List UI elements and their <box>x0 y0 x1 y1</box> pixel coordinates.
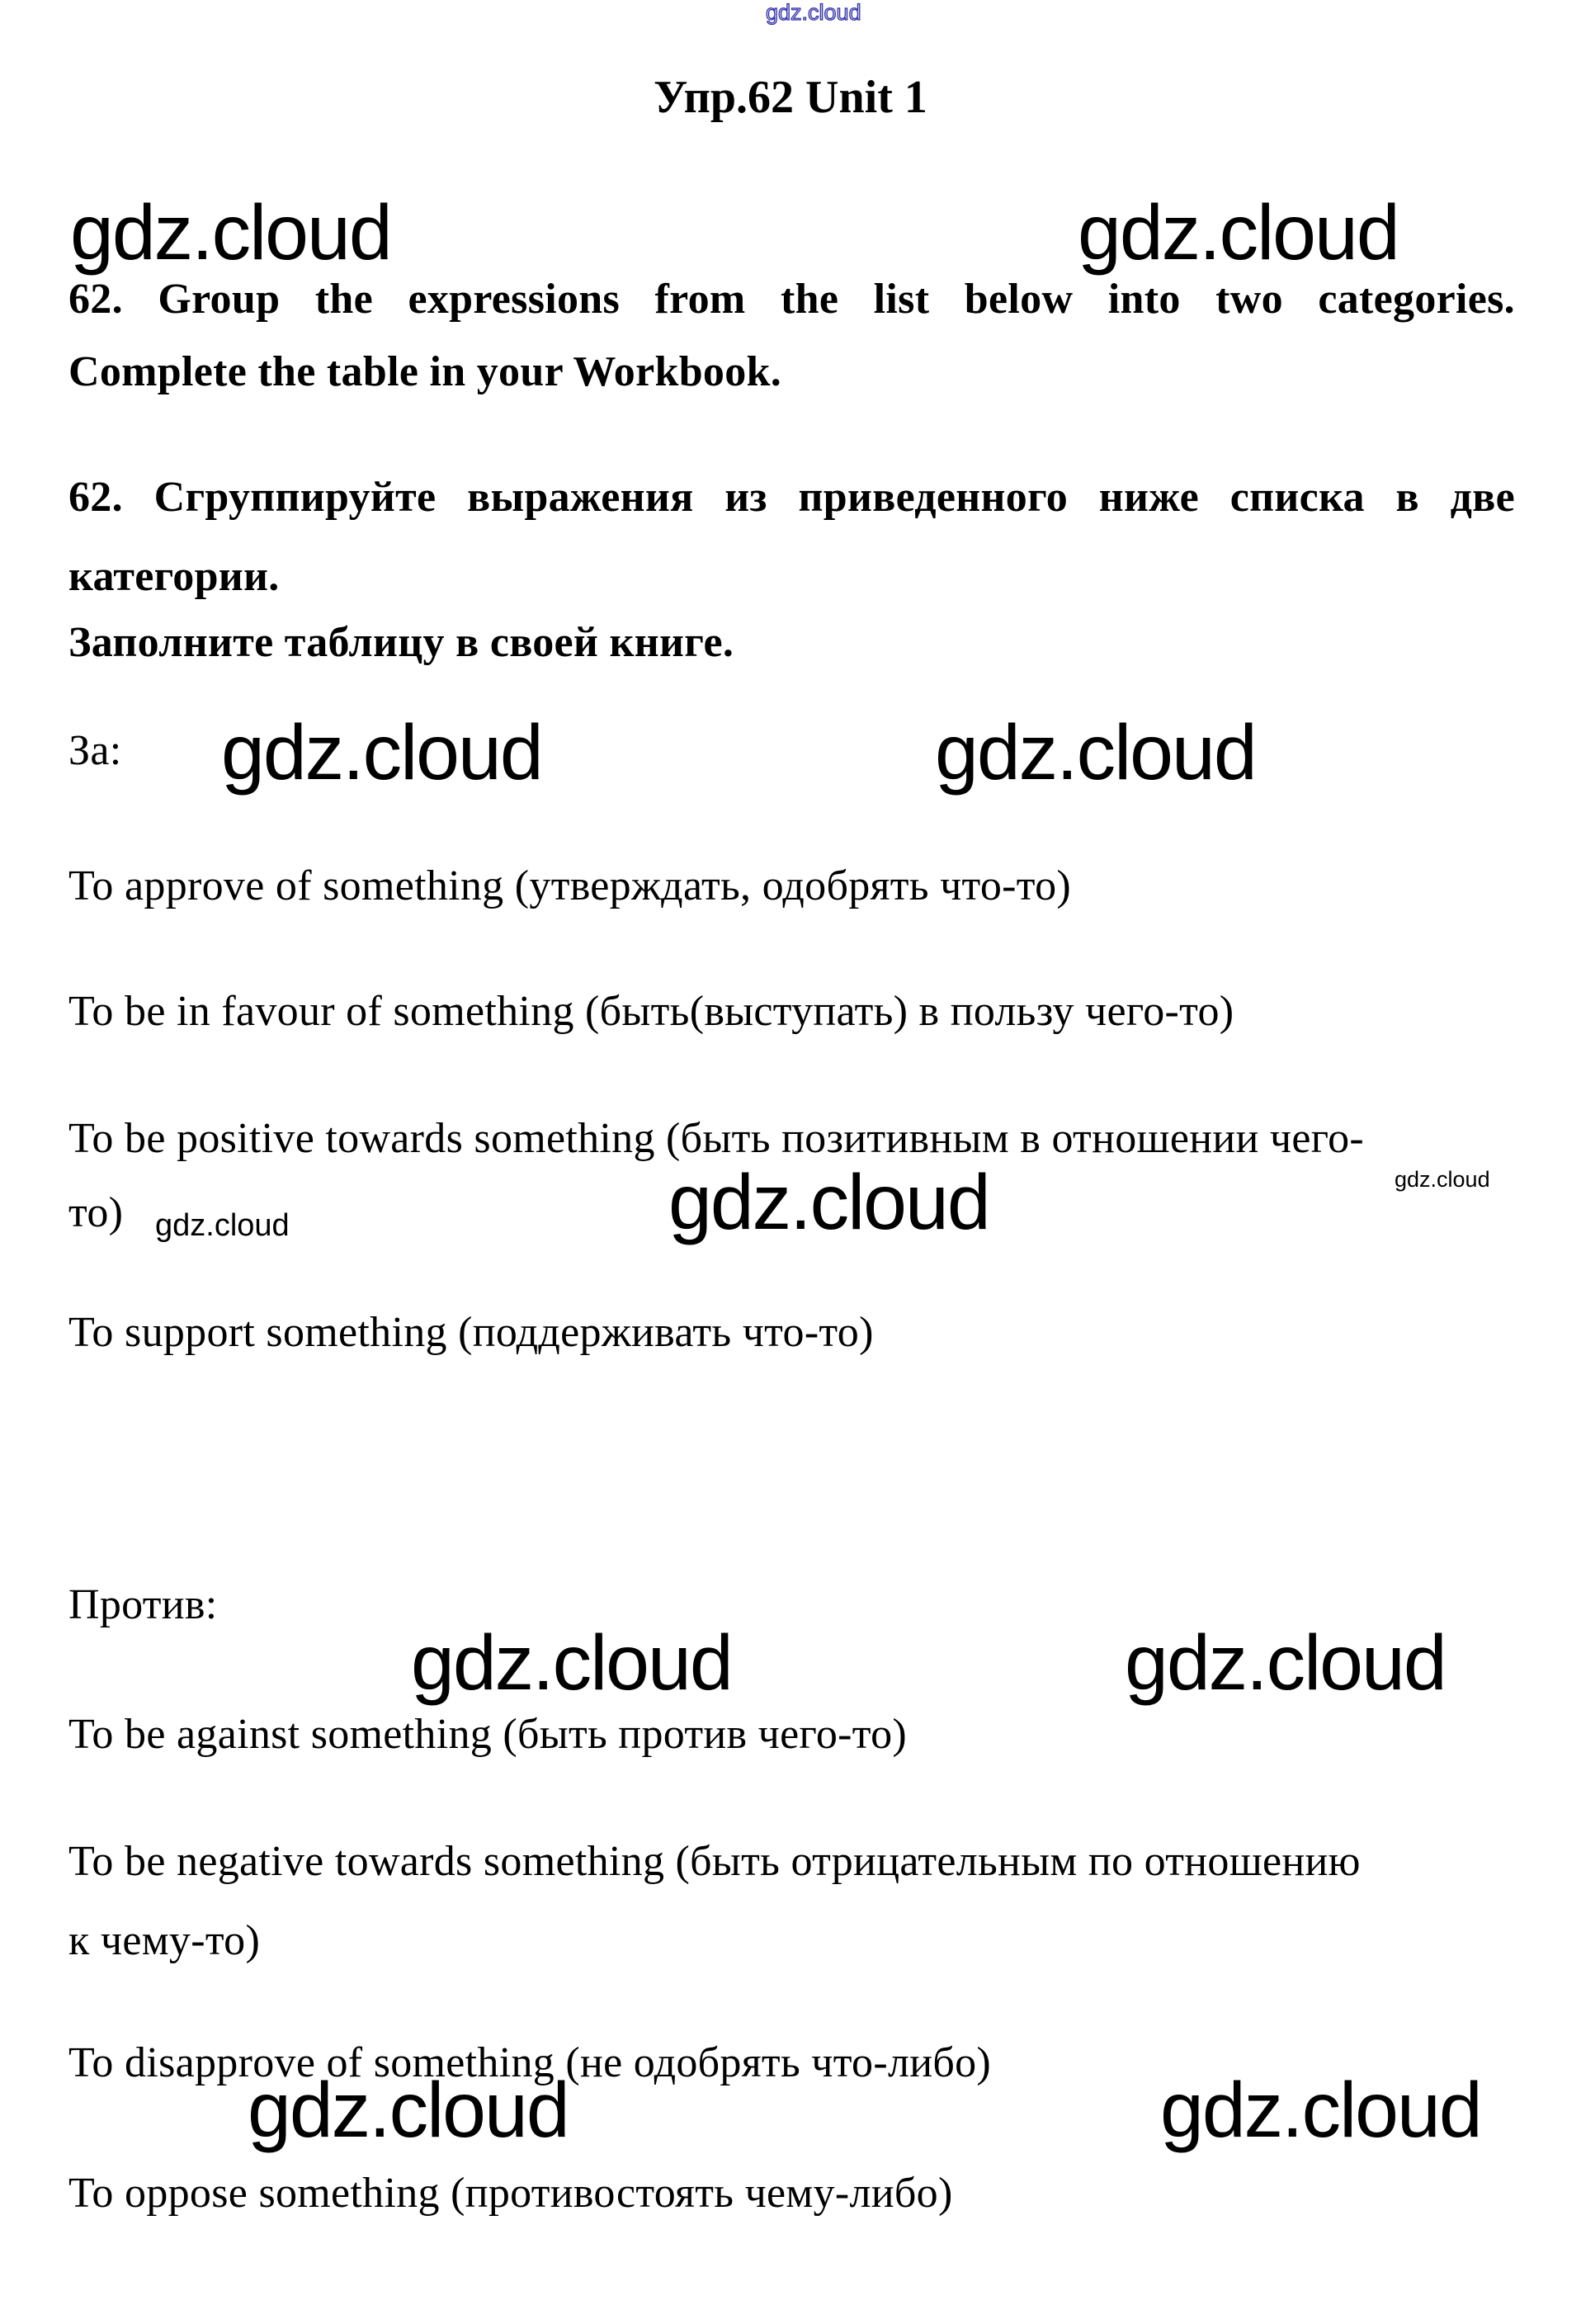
expression-positive-line-1: To be positive towards something (быть позитивным в отношении чего- <box>68 1115 1364 1162</box>
expression-disapprove: To disapprove of something (не одобрять что-либо) <box>68 2039 992 2086</box>
watermark-medium: gdz.cloud <box>155 1208 290 1243</box>
expression-support: To support something (поддерживать что-то) <box>68 1309 874 1356</box>
watermark-large: gdz.cloud <box>935 709 1256 796</box>
expression-negative-line-1: To be negative towards something (быть отрицательным по отношению <box>68 1838 1361 1885</box>
task-ru-line-1: 62. Сгруппируйте выражения из приведенного ниже списка в две <box>68 474 1515 521</box>
expression-negative-line-2: к чему-то) <box>68 1917 261 1964</box>
page-title: Упр.62 Unit 1 <box>654 72 927 123</box>
expression-positive-line-2: то) <box>68 1189 124 1236</box>
expression-against: To be against something (быть против чего-то) <box>68 1711 907 1758</box>
task-ru-line-3: Заполните таблицу в своей книге. <box>68 619 734 666</box>
watermark-large: gdz.cloud <box>221 709 542 796</box>
watermark-large: gdz.cloud <box>668 1159 989 1246</box>
for-section-label: За: <box>68 727 122 774</box>
watermark-large: gdz.cloud <box>1125 1619 1446 1707</box>
watermark-small: gdz.cloud <box>1395 1167 1490 1192</box>
watermark-large: gdz.cloud <box>411 1619 732 1707</box>
task-ru-line-2: категории. <box>68 553 280 600</box>
watermark-large: gdz.cloud <box>1078 189 1399 276</box>
expression-in-favour: To be in favour of something (быть(выступать) в пользу чего-то) <box>68 988 1234 1035</box>
watermark-large: gdz.cloud <box>248 2067 569 2154</box>
watermark-large: gdz.cloud <box>70 189 391 276</box>
expression-oppose: To oppose something (противостоять чему-либо) <box>68 2170 953 2217</box>
watermark-large: gdz.cloud <box>1160 2067 1481 2154</box>
against-section-label: Против: <box>68 1581 218 1628</box>
expression-approve: To approve of something (утверждать, одобрять что-то) <box>68 862 1072 909</box>
watermark-outline-top: gdz.cloud <box>766 0 861 25</box>
task-en-line-2: Complete the table in your Workbook. <box>68 348 782 395</box>
task-en-line-1: 62. Group the expressions from the list below into two categories. <box>68 276 1515 323</box>
